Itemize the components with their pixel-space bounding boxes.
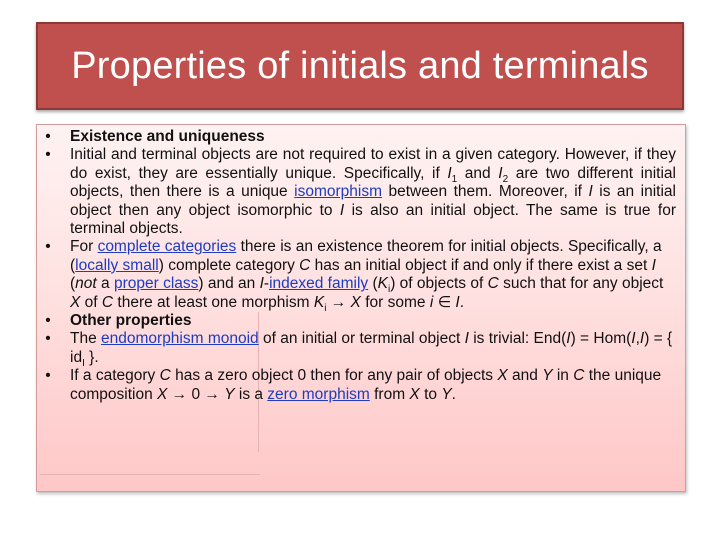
bullet-heading: Existence and uniqueness [70,128,265,145]
text-run: ( [70,275,76,293]
math-var: I [651,256,656,274]
text-run: If a category [70,367,160,385]
text-run: ( [368,275,378,293]
subscript: i [324,302,327,314]
bullet-marker: • [45,312,51,330]
math-var: I [566,330,571,348]
text-run: is an initial object then any object isomorphic to [70,183,676,219]
title-banner [36,22,684,110]
math-var: Y [542,367,553,385]
text-run: of [80,293,102,311]
math-var: C [101,293,114,311]
text-run: ) of objects of [390,275,488,293]
text-run: , [635,330,640,348]
text-run: is a [234,385,268,403]
text-run: ) and an [198,275,260,293]
text-run: and [457,164,499,182]
math-var: I [259,275,264,293]
bullet-marker: • [45,330,51,348]
text-run: For [70,238,98,256]
math-var: I [588,183,593,201]
bullet-marker: • [45,146,51,164]
math-var: I [339,201,345,219]
text-run: to [419,385,442,403]
math-var: I [455,293,460,311]
bullet-heading: Other properties [70,312,192,330]
text-run: . [459,293,465,311]
math-var: C [159,367,171,385]
link-proper-class[interactable]: proper class [113,275,199,293]
text-run: has a zero object 0 then for any pair of objects [170,367,498,385]
subscript: I [82,357,85,369]
emphasis: not [75,275,97,293]
text-run: . [451,385,456,403]
text-run: are two different initial objects, then there is a unique [70,164,676,201]
bullet-marker: • [45,367,51,385]
math-var: I [498,164,503,182]
text-run: has an initial object if and only if there exist a set [310,256,652,274]
text-run: }. [84,348,99,366]
text-run: of an initial or terminal object [258,330,465,348]
text-run: there at least one morphism [113,293,314,311]
bullet-zero-object [45,367,676,404]
text-run: ) = { id [70,330,673,366]
math-var: I [631,330,636,348]
text-run: the unique composition [70,367,662,403]
text-run: for some [360,293,430,311]
bullet-endomorphism [45,330,676,369]
text-run: is also an initial object. The same is true for terminal objects. [70,201,676,238]
link-locally-small[interactable]: locally small [75,256,159,274]
math-var: I [447,164,452,182]
text-run: ∈ [433,293,456,311]
math-var: K [377,275,388,293]
text-run: between them. Moreover, if [382,183,589,201]
math-var: C [487,275,499,293]
link-endomorphism-monoid[interactable]: endomorphism monoid [101,330,259,348]
decorative-horizontal-line [40,474,260,475]
math-var: C [299,256,311,274]
bullet-other-properties [45,312,676,330]
bullet-marker: • [45,128,51,145]
link-indexed-family[interactable]: indexed family [269,275,369,293]
math-var: K [313,293,325,311]
bullet-existence-uniqueness [45,128,676,146]
text-run: Initial and terminal objects are not required to exist in a given category. However, if they do exist, they are essentially unique. Specifically, if [70,146,676,182]
text-run: ) complete category [158,256,300,274]
math-var: i [429,293,434,311]
math-var: X [409,385,420,403]
text-run: is trivial: End( [468,330,567,348]
text-run: - [263,275,270,293]
math-var: I [464,330,469,348]
math-var: Y [224,385,235,403]
subscript: i [387,284,391,296]
math-var: Y [441,385,452,403]
math-var: X [497,367,508,385]
text-run: from [369,385,410,403]
link-complete-categories[interactable]: complete categories [97,238,237,256]
subscript: 1 [451,173,458,185]
math-var: C [573,367,585,385]
text-run: → 0 → [167,385,225,403]
math-var: I [639,330,645,348]
math-var: X [70,293,81,311]
text-run: in [552,367,574,385]
text-run: such that for any object [498,275,664,293]
text-run: there is an existence theorem for initial objects. Specifically, a ( [70,238,662,274]
slide-title: Properties of initials and terminals [71,44,649,87]
text-run: → [326,293,351,311]
text-run: and [507,367,543,385]
text-run: ) = Hom( [570,330,632,348]
bullet-existence-theorem [45,238,676,314]
math-var: X [350,293,361,311]
subscript: 2 [502,173,509,185]
math-var: X [157,385,168,403]
bullet-list [45,128,676,404]
text-run: a [96,275,114,293]
link-isomorphism[interactable]: isomorphism [294,183,383,201]
text-run: The [70,330,102,348]
link-zero-morphism[interactable]: zero morphism [267,385,370,403]
bullet-uniqueness-detail [45,146,676,238]
bullet-marker: • [45,238,51,256]
